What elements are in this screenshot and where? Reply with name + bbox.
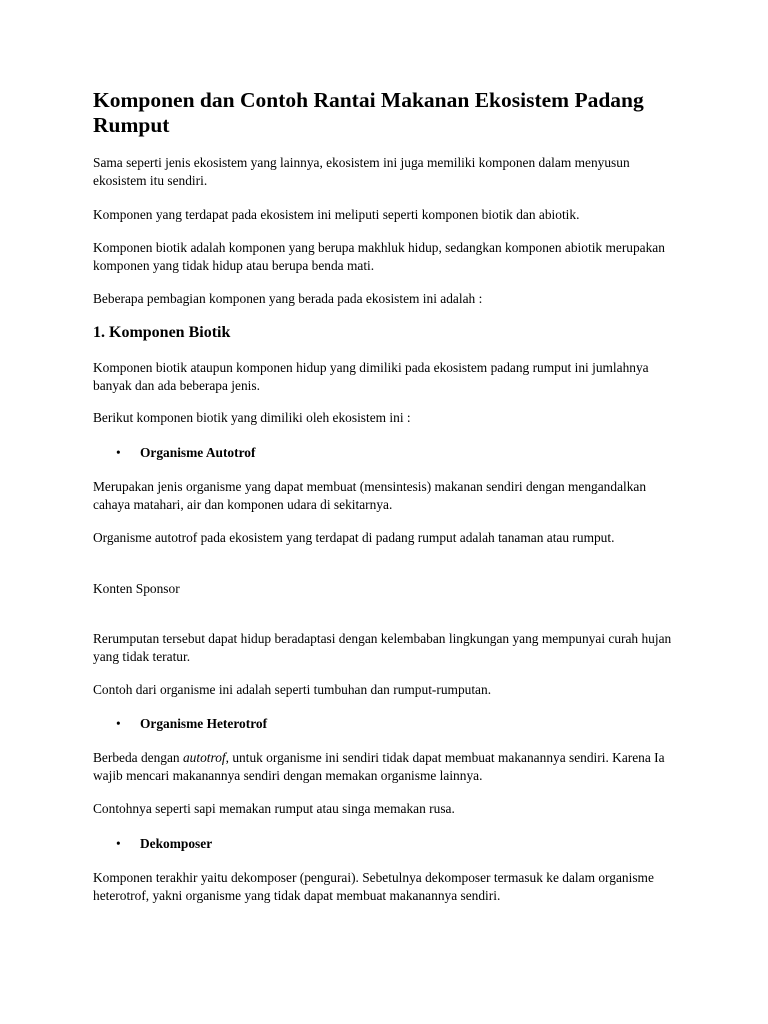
heterotrof-italic-term: autotrof	[182, 750, 226, 765]
intro-paragraph-4: Beberapa pembagian komponen yang berada pada ekosistem ini adalah :	[93, 291, 483, 306]
heterotrof-text-before: Berbeda dengan	[93, 750, 183, 765]
section-paragraph-1: Komponen biotik ataupun komponen hidup yang dimiliki pada ekosistem padang rumput ini jumlahnya banyak dan ada beberapa jenis.	[93, 360, 649, 393]
intro-paragraph-2: Komponen yang terdapat pada ekosistem ini meliputi seperti komponen biotik dan abiotik.	[93, 207, 580, 222]
list-item-label: Organisme Heterotrof	[140, 716, 268, 731]
autotrof-paragraph-1: Merupakan jenis organisme yang dapat membuat (mensintesis) makanan sendiri dengan mengandalkan cahaya matahari, air dan komponen udara di sekitarnya.	[93, 479, 647, 512]
intro-paragraph-3: Komponen biotik adalah komponen yang berupa makhluk hidup, sedangkan komponen abiotik merupakan komponen yang tidak hidup atau berupa benda mati.	[93, 240, 665, 273]
list-item-label: Organisme Autotrof	[140, 445, 256, 460]
section-heading-komponen-biotik: 1. Komponen Biotik	[93, 324, 231, 341]
page-title: Komponen dan Contoh Rantai Makanan Ekosistem Padang Rumput	[93, 88, 644, 137]
list-item-label: Dekomposer	[140, 836, 213, 851]
intro-paragraph-1: Sama seperti jenis ekosistem yang lainnya, ekosistem ini juga memiliki komponen dalam menyusun ekosistem itu sendiri.	[93, 155, 630, 188]
heterotrof-text-after: , untuk organisme ini sendiri tidak dapat membuat makanannya sendiri. Karena Ia wajib mencari makanannya sendiri dengan memakan organisme lainnya.	[93, 750, 665, 783]
bullet-icon: •	[116, 445, 121, 460]
dekomposer-paragraph-1: Komponen terakhir yaitu dekomposer (pengurai). Sebetulnya dekomposer termasuk ke dalam organisme heterotrof, yakni organisme yang tidak dapat membuat makanannya sendiri.	[93, 870, 654, 903]
autotrof-paragraph-2: Organisme autotrof pada ekosistem yang terdapat di padang rumput adalah tanaman atau rumput.	[93, 530, 615, 545]
heterotrof-paragraph-1	[93, 749, 683, 785]
bullet-icon: •	[116, 716, 121, 731]
section-paragraph-2: Berikut komponen biotik yang dimiliki oleh ekosistem ini :	[93, 410, 411, 425]
autotrof-paragraph-3: Rerumputan tersebut dapat hidup beradaptasi dengan kelembaban lingkungan yang mempunyai curah hujan yang tidak teratur.	[93, 631, 672, 664]
bullet-icon: •	[116, 836, 121, 851]
autotrof-paragraph-4: Contoh dari organisme ini adalah seperti tumbuhan dan rumput-rumputan.	[93, 682, 492, 697]
sponsor-label: Konten Sponsor	[93, 581, 180, 596]
heterotrof-paragraph-2: Contohnya seperti sapi memakan rumput atau singa memakan rusa.	[93, 801, 455, 816]
